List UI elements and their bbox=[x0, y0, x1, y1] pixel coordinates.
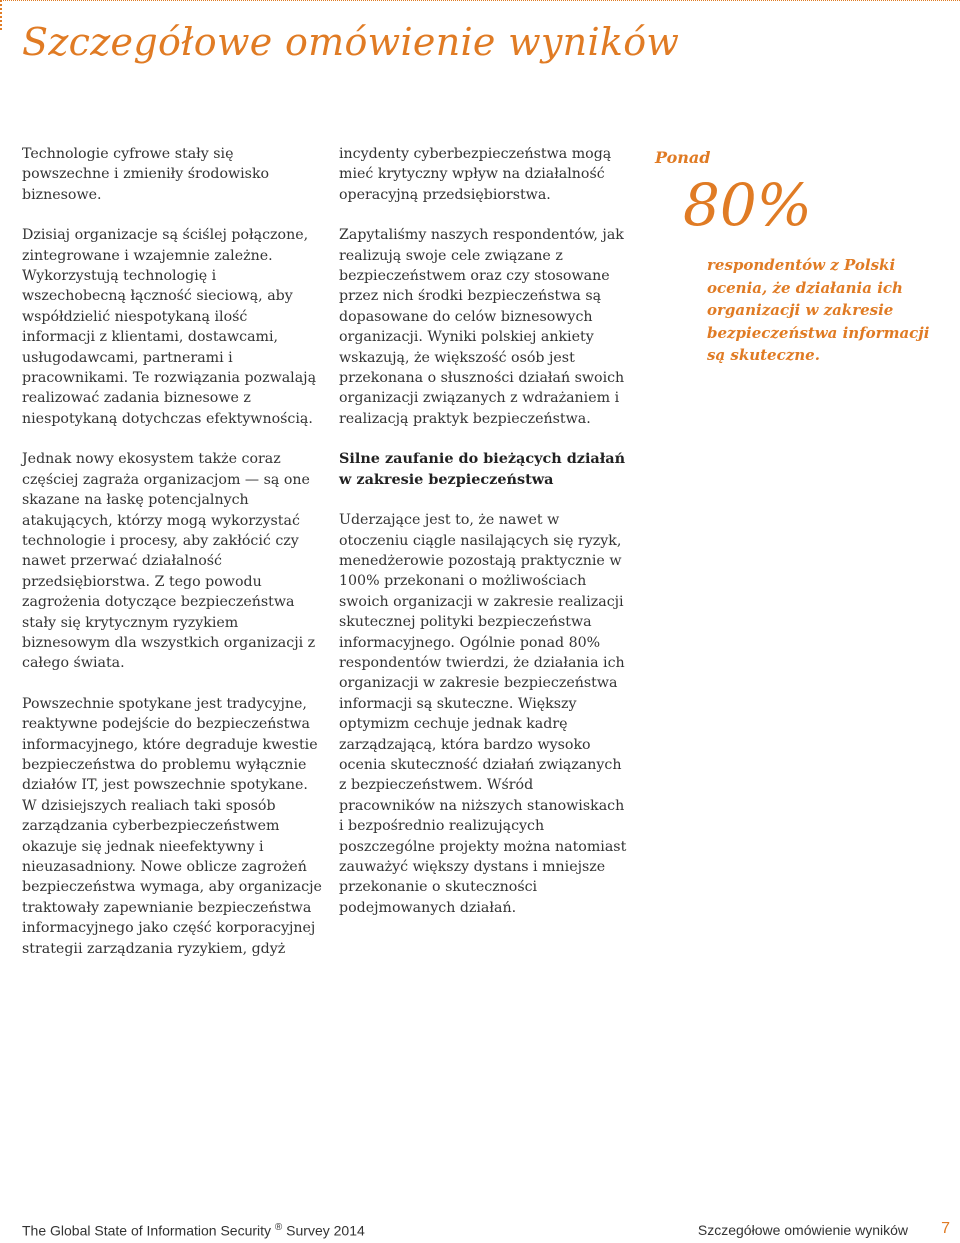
paragraph: Uderzające jest to, że nawet w otoczeniu ciągle nasilających się ryzyk, menedżerowie pozostają praktycznie w 100% przekonani o możliwościach swoich organizacji w zakresie realizacji skutecznej polityki bezpieczeństwa informacyjnego. Ogólnie ponad 80% respondentów twierdzi, że działania ich organizacji w zakresie bezpieczeństwa informacji są skuteczne. Większy optymizm cechuje jednak kadrę zarządzającą, która bardzo wysoko ocenia skuteczność działań związanych z bezpieczeństwem. Wśród pracowników na niższych stanowiskach i bezpośrednio realizujących poszczególne projekty można natomiast zauważyć większy dystans i mniejsze przekonanie o skuteczności podejmowanych działań. bbox=[339, 512, 627, 916]
corner-dotted-mark bbox=[0, 0, 4, 30]
footer-title-text: The Global State of Information Security bbox=[22, 1222, 272, 1239]
paragraph: Dzisiaj organizacje są ściślej połączone, zintegrowane i wzajemnie zależne. Wykorzystują technologię i wszechobecną łączność sieciową, aby współdzielić niespotykaną ilość informacji z klientami, dostawcami, usługodawcami, partnerami i pracownikami. Te rozwiązania pozwalają realizować zadania biznesowe z niespotykaną dotychczas efektywnością. bbox=[22, 227, 317, 427]
page-title: Szczegółowe omówienie wyników bbox=[22, 20, 680, 64]
text-column-middle bbox=[339, 144, 629, 938]
section-heading: Silne zaufanie do bieżących działań w zakresie bezpieczeństwa bbox=[339, 450, 626, 488]
callout-prefix: Ponad bbox=[655, 148, 711, 167]
paragraph: Technologie cyfrowe stały się powszechne i zmieniły środowisko biznesowe. bbox=[22, 146, 270, 203]
footer-title-suffix: Survey 2014 bbox=[286, 1222, 365, 1239]
paragraph: Powszechnie spotykane jest tradycyjne, reaktywne podejście do bezpieczeństwa informacyjnego, które degraduje kwestie bezpieczeństwa do problemu wyłącznie działów IT, jest powszechnie spotykane. W dzisiejszych realiach taki sposób zarządzania cyberbezpieczeństwem okazuje się jednak nieefektywny i nieuzasadniony. Nowe oblicze zagrożeń bezpieczeństwa wymaga, aby organizacje traktowały zapewnianie bezpieczeństwa informacyjnego jako część korporacyjnej strategii zarządzania ryzykiem, gdyż bbox=[22, 695, 322, 957]
footer-section-name: Szczegółowe omówienie wyników bbox=[697, 1222, 908, 1238]
footer-publication-title bbox=[22, 1222, 365, 1239]
callout-stat: 80% bbox=[683, 171, 812, 239]
stat-callout bbox=[655, 148, 945, 364]
paragraph: Jednak nowy ekosystem także coraz częściej zagraża organizacjom — są one skazane na łaskę potencjalnych atakujących, którzy mogą wykorzystać technologie i procesy, aby zakłócić czy nawet przerwać działalność przedsiębiorstwa. Z tego powodu zagrożenia dotyczące bezpieczeństwa stały się krytycznym ryzykiem biznesowym dla wszystkich organizacji z całego świata. bbox=[22, 451, 316, 672]
paragraph: Zapytaliśmy naszych respondentów, jak realizują swoje cele związane z bezpieczeństwem oraz czy stosowane przez nich środki bezpieczeństwa są dopasowane do celów biznesowych organizacji. Wyniki polskiej ankiety wskazują, że większość osób jest przekonana o słuszności działań swoich organizacji związanych z wdrażaniem i realizacją praktyk bezpieczeństwa. bbox=[339, 227, 625, 427]
page-number: 7 bbox=[941, 1220, 950, 1237]
paragraph: incydenty cyberbezpieczeństwa mogą mieć krytyczny wpływ na działalność operacyjną przedsiębiorstwa. bbox=[339, 146, 612, 203]
top-dotted-rule bbox=[0, 0, 960, 11]
registered-mark: ® bbox=[274, 1222, 283, 1233]
callout-description: respondentów z Polski ocenia, że działania ich organizacji w zakresie bezpieczeństwa informacji są skuteczne. bbox=[707, 256, 930, 364]
text-column-left bbox=[22, 144, 322, 979]
